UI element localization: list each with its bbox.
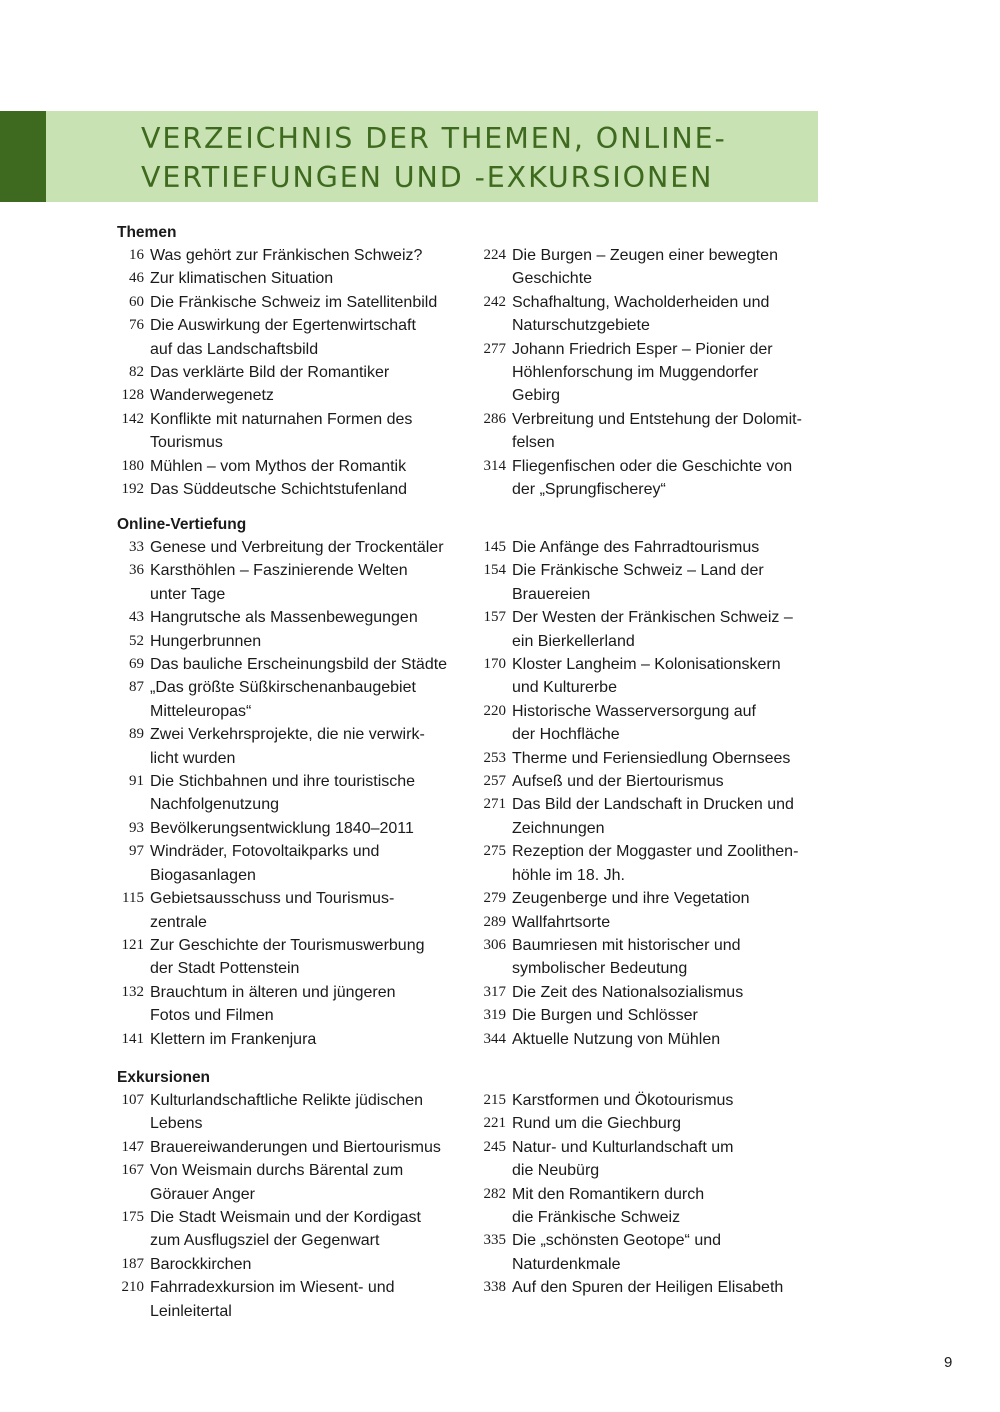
- section-heading: Themen: [117, 224, 177, 241]
- toc-entry[interactable]: [117, 361, 477, 384]
- toc-entry-line: Fliegenfischen oder die Geschichte von: [512, 457, 793, 475]
- toc-entry[interactable]: [477, 1183, 822, 1230]
- toc-page-number: 97: [129, 843, 144, 860]
- toc-entry-title: [150, 1136, 477, 1159]
- toc-entry[interactable]: [477, 700, 822, 747]
- toc-entry[interactable]: [117, 1089, 477, 1136]
- toc-entry-title: [150, 267, 477, 290]
- toc-page-number: 338: [483, 1279, 506, 1296]
- toc-page-number: 210: [121, 1279, 144, 1296]
- toc-entry-line: Das verklärte Bild der Romantiker: [150, 364, 390, 382]
- toc-entry-line: unter Tage: [150, 585, 226, 603]
- toc-entry-line: Gebirg: [512, 387, 561, 405]
- toc-entry[interactable]: [477, 887, 822, 910]
- toc-entry[interactable]: [477, 770, 822, 793]
- toc-entry-line: Die Fränkische Schweiz – Land der: [512, 562, 764, 580]
- toc-column-right: [477, 1089, 822, 1323]
- toc-entry-line: Schafhaltung, Wacholderheiden und: [512, 293, 770, 311]
- toc-entry-line: Zur Geschichte der Tourismuswerbung: [150, 936, 425, 954]
- toc-page-number: 60: [129, 293, 144, 310]
- toc-entry-line: Konflikte mit naturnahen Formen des: [150, 410, 413, 428]
- toc-entry-title: [150, 840, 477, 887]
- toc-entry-line: die Fränkische Schweiz: [512, 1209, 681, 1227]
- toc-entry-title: [150, 1206, 477, 1253]
- toc-entry[interactable]: [477, 1089, 822, 1112]
- toc-entry-title: [512, 606, 822, 653]
- toc-entry-line: Naturschutzgebiete: [512, 317, 650, 335]
- toc-entry-line: Therme und Feriensiedlung Obernsees: [512, 749, 791, 767]
- toc-entry-line: Naturdenkmale: [512, 1255, 621, 1273]
- toc-page-number: 175: [121, 1209, 144, 1226]
- page-title-line: VERTIEFUNGEN UND -EXKURSIONEN: [141, 161, 714, 194]
- toc-entry-line: die Neubürg: [512, 1162, 600, 1180]
- toc-entry-line: Biogasanlagen: [150, 866, 256, 884]
- toc-entry-title: [150, 630, 477, 653]
- toc-entry-line: Lebens: [150, 1115, 203, 1133]
- toc-entry-title: [512, 981, 822, 1004]
- toc-entry-line: der Hochfläche: [512, 726, 620, 744]
- toc-entry-title: [512, 934, 822, 981]
- toc-entry[interactable]: [117, 244, 477, 267]
- toc-entry-title: [512, 793, 822, 840]
- toc-entry[interactable]: [117, 934, 477, 981]
- toc-entry-line: licht wurden: [150, 749, 236, 767]
- toc-entry-line: Hungerbrunnen: [150, 632, 262, 650]
- toc-entry-title: [512, 244, 822, 291]
- toc-entry-line: Baumriesen mit historischer und: [512, 936, 741, 954]
- toc-page-number: 221: [483, 1115, 506, 1132]
- toc-column-left: [117, 1089, 477, 1323]
- toc-entry[interactable]: [477, 244, 822, 291]
- toc-column-left: [117, 536, 477, 1051]
- toc-entry-line: Bevölkerungsentwicklung 1840–2011: [150, 819, 414, 837]
- toc-entry-line: Fahrradexkursion im Wiesent- und: [150, 1279, 395, 1297]
- toc-page-number: 170: [483, 656, 506, 673]
- toc-entry-title: [150, 559, 477, 606]
- toc-entry-line: Wanderwegenetz: [150, 387, 274, 405]
- toc-entry-line: Was gehört zur Fränkischen Schweiz?: [150, 247, 423, 264]
- toc-entry-title: [512, 408, 822, 455]
- header-accent-bar: [0, 111, 46, 202]
- toc-page-number: 115: [122, 890, 144, 907]
- toc-entry[interactable]: [117, 840, 477, 887]
- toc-entry-title: [512, 1136, 822, 1183]
- toc-page-number: 107: [121, 1092, 144, 1108]
- toc-entry-line: Historische Wasserversorgung auf: [512, 702, 756, 720]
- toc-entry[interactable]: [117, 455, 477, 478]
- toc-page-number: 224: [483, 247, 506, 263]
- toc-entry-line: Klettern im Frankenjura: [150, 1030, 317, 1048]
- toc-entry[interactable]: [117, 559, 477, 606]
- toc-entry-line: Karstformen und Ökotourismus: [512, 1092, 734, 1109]
- toc-entry-line: Der Westen der Fränkischen Schweiz –: [512, 609, 793, 627]
- toc-page-number: 220: [483, 702, 506, 719]
- toc-entry-line: Brauereien: [512, 585, 591, 603]
- toc-entry-line: Die Anfänge des Fahrradtourismus: [512, 539, 760, 556]
- toc-entry-title: [512, 747, 822, 770]
- toc-entry-line: Brauchtum in älteren und jüngeren: [150, 983, 396, 1001]
- toc-entry-line: Tourismus: [150, 434, 223, 452]
- toc-page-number: 46: [129, 270, 144, 287]
- toc-entry[interactable]: [477, 911, 822, 934]
- toc-entry-title: [512, 455, 822, 502]
- toc-entry-line: Johann Friedrich Esper – Pionier der: [512, 340, 773, 358]
- toc-entry-title: [512, 1089, 822, 1112]
- toc-entry-line: Die Zeit des Nationalsozialismus: [512, 983, 744, 1001]
- toc-entry-line: zum Ausflugsziel der Gegenwart: [150, 1232, 380, 1250]
- toc-entry[interactable]: [477, 1276, 822, 1299]
- toc-entry[interactable]: [117, 630, 477, 653]
- toc-entry-line: Die Auswirkung der Egertenwirtschaft: [150, 317, 416, 335]
- toc-page-number: 121: [121, 936, 144, 953]
- toc-section: [117, 514, 837, 1051]
- toc-entry-title: [150, 934, 477, 981]
- toc-entry[interactable]: [117, 1136, 477, 1159]
- toc-page-number: 141: [121, 1030, 144, 1047]
- toc-entry-line: Mitteleuropas“: [150, 702, 252, 720]
- toc-entry-title: [512, 1229, 822, 1276]
- toc-entry-title: [512, 1276, 822, 1299]
- toc-page-number: 314: [483, 457, 506, 474]
- toc-entry[interactable]: [117, 536, 477, 559]
- toc-entry-line: Wallfahrtsorte: [512, 913, 611, 931]
- toc-column-left: [117, 244, 477, 501]
- toc-entry-title: [150, 653, 477, 676]
- toc-page-number: 87: [129, 679, 144, 696]
- toc-page-number: 180: [121, 457, 144, 474]
- toc-page-number: 43: [129, 609, 144, 626]
- toc-entry-title: [150, 291, 477, 314]
- toc-page-number: 91: [129, 773, 144, 790]
- toc-entry[interactable]: [117, 1276, 477, 1323]
- toc-entry-title: [512, 1004, 822, 1027]
- toc-page-number: 279: [483, 890, 506, 907]
- toc-entry-line: „Das größte Süßkirschenanbaugebiet: [150, 679, 416, 697]
- toc-page-number: 93: [129, 819, 144, 836]
- toc-entry-title: [150, 676, 477, 723]
- toc-page-number: 319: [483, 1007, 506, 1024]
- toc-page-number: 282: [483, 1185, 506, 1202]
- toc-entry-line: Die Burgen und Schlösser: [512, 1007, 698, 1025]
- toc-entry-line: Mit den Romantikern durch: [512, 1185, 705, 1203]
- toc-entry[interactable]: [117, 1159, 477, 1206]
- toc-entry[interactable]: [477, 934, 822, 981]
- toc-entry-title: [150, 1276, 477, 1323]
- toc-entry[interactable]: [117, 1028, 477, 1051]
- toc-page-number: 33: [129, 539, 144, 555]
- toc-entry-line: ein Bierkellerland: [512, 632, 635, 650]
- toc-entry[interactable]: [117, 291, 477, 314]
- toc-entry-line: auf das Landschaftsbild: [150, 340, 319, 358]
- toc-entry[interactable]: [117, 653, 477, 676]
- toc-entry-title: [512, 559, 822, 606]
- toc-entry[interactable]: [117, 384, 477, 407]
- toc-entry-line: Rund um die Giechburg: [512, 1115, 681, 1133]
- toc-entry[interactable]: [477, 1112, 822, 1135]
- page-title-line: VERZEICHNIS DER THEMEN, ONLINE-: [141, 122, 727, 155]
- toc-section: [117, 222, 837, 501]
- toc-page-number: 52: [129, 632, 144, 649]
- section-heading: Online-Vertiefung: [117, 516, 247, 533]
- section-heading: Exkursionen: [117, 1069, 211, 1086]
- toc-entry-title: [150, 408, 477, 455]
- toc-entry[interactable]: [117, 817, 477, 840]
- toc-entry-line: Görauer Anger: [150, 1185, 255, 1203]
- toc-entry-line: Das Süddeutsche Schichtstufenland: [150, 481, 408, 499]
- toc-page-number: 89: [129, 726, 144, 743]
- toc-column-right: [477, 244, 822, 501]
- toc-entry[interactable]: [477, 747, 822, 770]
- toc-entry-title: [150, 361, 477, 384]
- toc-entry-line: Die Stichbahnen und ihre touristische: [150, 773, 416, 791]
- toc-entry-title: [150, 817, 477, 840]
- toc-entry-line: Kulturlandschaftliche Relikte jüdischen: [150, 1092, 424, 1109]
- toc-entry[interactable]: [477, 338, 822, 408]
- toc-section: [117, 1067, 837, 1323]
- toc-entry-line: Windräder, Fotovoltaikparks und: [150, 843, 380, 861]
- toc-entry-title: [512, 887, 822, 910]
- toc-page-number: 253: [483, 749, 506, 766]
- toc-page-number: 277: [483, 340, 506, 357]
- toc-page-number: 271: [483, 796, 506, 813]
- toc-entry[interactable]: [117, 267, 477, 290]
- toc-entry-line: Zwei Verkehrsprojekte, die nie verwirk-: [150, 726, 425, 744]
- toc-page-number: 167: [121, 1162, 144, 1179]
- toc-entry[interactable]: [117, 770, 477, 817]
- toc-entry-line: Zur klimatischen Situation: [150, 270, 334, 288]
- toc-entry-line: Karsthöhlen – Faszinierende Welten: [150, 562, 408, 580]
- toc-entry[interactable]: [477, 1004, 822, 1027]
- toc-entry-line: Die Stadt Weismain und der Kordigast: [150, 1209, 421, 1227]
- toc-entry-title: [150, 606, 477, 629]
- toc-entry[interactable]: [477, 1136, 822, 1183]
- toc-page-number: 16: [129, 247, 144, 263]
- toc-entry-line: Kloster Langheim – Kolonisationskern: [512, 656, 781, 674]
- toc-entry[interactable]: [117, 1206, 477, 1253]
- toc-entry-line: Das bauliche Erscheinungsbild der Städte: [150, 656, 448, 674]
- toc-entry-title: [512, 536, 822, 559]
- toc-page-number: 192: [121, 481, 144, 498]
- toc-entry-title: [150, 384, 477, 407]
- toc-entry[interactable]: [117, 981, 477, 1028]
- toc-entry[interactable]: [477, 840, 822, 887]
- toc-entry-line: Aufseß und der Biertourismus: [512, 773, 724, 791]
- toc-entry-line: zentrale: [150, 913, 207, 931]
- toc-entry-line: Verbreitung und Entstehung der Dolomit-: [512, 410, 802, 428]
- toc-page-number: 335: [483, 1232, 506, 1249]
- toc-entry[interactable]: [477, 1028, 822, 1051]
- toc-page-number: 132: [121, 983, 144, 1000]
- toc-entry[interactable]: [477, 455, 822, 502]
- toc-entry[interactable]: [477, 653, 822, 700]
- toc-page-number: 147: [121, 1138, 144, 1155]
- toc-page-number: 275: [483, 843, 506, 860]
- toc-entry-title: [512, 291, 822, 338]
- toc-entry-line: Barockkirchen: [150, 1255, 252, 1273]
- toc-entry-title: [512, 840, 822, 887]
- toc-page-number: 242: [483, 293, 506, 310]
- toc-entry-line: Geschichte: [512, 270, 593, 288]
- toc-entry-line: und Kulturerbe: [512, 679, 617, 697]
- toc-entry-title: [512, 700, 822, 747]
- toc-entry-title: [150, 314, 477, 361]
- toc-page-number: 69: [129, 656, 144, 673]
- toc-entry-title: [150, 1089, 477, 1136]
- toc-entry[interactable]: [477, 793, 822, 840]
- toc-entry-line: Auf den Spuren der Heiligen Elisabeth: [512, 1279, 784, 1297]
- toc-entry[interactable]: [117, 478, 477, 501]
- toc-page-number: 215: [483, 1092, 506, 1108]
- toc-page-number: 76: [129, 317, 144, 334]
- toc-entry[interactable]: [117, 314, 477, 361]
- toc-entry-title: [512, 338, 822, 408]
- toc-entry-line: Hangrutsche als Massenbewegungen: [150, 609, 418, 627]
- toc-entry[interactable]: [477, 536, 822, 559]
- toc-page-number: 286: [483, 410, 506, 427]
- toc-entry-title: [150, 887, 477, 934]
- toc-entry-line: Brauereiwanderungen und Biertourismus: [150, 1138, 441, 1156]
- toc-entry-line: Die Burgen – Zeugen einer bewegten: [512, 247, 778, 264]
- toc-page-number: 128: [121, 387, 144, 404]
- toc-entry-line: Höhlenforschung im Muggendorfer: [512, 364, 759, 382]
- toc-entry[interactable]: [117, 676, 477, 723]
- toc-entry-line: Die Fränkische Schweiz im Satellitenbild: [150, 293, 438, 311]
- toc-entry-line: Fotos und Filmen: [150, 1007, 274, 1025]
- toc-entry-title: [512, 653, 822, 700]
- toc-entry-title: [512, 1112, 822, 1135]
- toc-entry-title: [150, 1159, 477, 1206]
- toc-entry-line: Das Bild der Landschaft in Drucken und: [512, 796, 794, 814]
- toc-entry-title: [150, 455, 477, 478]
- toc-page-number: 82: [129, 364, 144, 381]
- toc-entry-title: [512, 1183, 822, 1230]
- toc-page-number: 36: [129, 562, 144, 579]
- page-number: 9: [944, 1354, 953, 1371]
- toc-page-number: 289: [483, 913, 506, 930]
- toc-entry[interactable]: [477, 559, 822, 606]
- toc-entry-line: symbolischer Bedeutung: [512, 960, 688, 978]
- toc-entry[interactable]: [117, 1253, 477, 1276]
- toc-entry-line: der „Sprungfischerey“: [512, 481, 666, 499]
- toc-entry-title: [512, 1028, 822, 1051]
- toc-entry-line: Zeichnungen: [512, 819, 605, 837]
- toc-entry-line: Zeugenberge und ihre Vegetation: [512, 890, 750, 908]
- toc-entry-title: [150, 1028, 477, 1051]
- toc-entry[interactable]: [477, 1229, 822, 1276]
- toc-entry[interactable]: [117, 887, 477, 934]
- toc-entry-line: der Stadt Pottenstein: [150, 960, 300, 978]
- toc-page-number: 317: [483, 983, 506, 1000]
- toc-page-number: 245: [483, 1138, 506, 1155]
- toc-page-number: 154: [483, 562, 506, 579]
- toc-entry-title: [150, 723, 477, 770]
- toc-entry[interactable]: [117, 606, 477, 629]
- toc-entry-title: [150, 244, 477, 267]
- toc-entry-line: höhle im 18. Jh.: [512, 866, 625, 884]
- toc-entry[interactable]: [477, 291, 822, 338]
- toc-entry-line: Leinleitertal: [150, 1302, 232, 1320]
- toc-page-number: 306: [483, 936, 506, 953]
- toc-entry-title: [150, 770, 477, 817]
- toc-entry-line: Gebietsausschuss und Tourismus-: [150, 890, 395, 908]
- toc-entry-title: [512, 911, 822, 934]
- toc-entry[interactable]: [477, 981, 822, 1004]
- toc-entry-line: Nachfolgenutzung: [150, 796, 279, 814]
- toc-entry-title: [150, 1253, 477, 1276]
- toc-entry-line: Genese und Verbreitung der Trockentäler: [150, 539, 444, 556]
- toc-page-number: 187: [121, 1255, 144, 1272]
- toc-entry-line: Die „schönsten Geotope“ und: [512, 1232, 722, 1250]
- toc-entry-line: Natur- und Kulturlandschaft um: [512, 1138, 734, 1156]
- toc-column-right: [477, 536, 822, 1051]
- toc-page-number: 142: [121, 410, 144, 427]
- toc-entry-line: Von Weismain durchs Bärental zum: [150, 1162, 404, 1180]
- toc-entry-line: Rezeption der Moggaster und Zoolithen-: [512, 843, 799, 861]
- toc-entry[interactable]: [117, 408, 477, 455]
- toc-page-number: 145: [483, 539, 506, 555]
- toc-page-number: 257: [483, 773, 506, 790]
- toc-entry[interactable]: [477, 408, 822, 455]
- toc-entry-title: [150, 536, 477, 559]
- toc-page-number: 157: [483, 609, 506, 626]
- toc-entry-line: Mühlen – vom Mythos der Romantik: [150, 457, 407, 475]
- toc-entry-line: felsen: [512, 434, 555, 452]
- toc-entry[interactable]: [117, 723, 477, 770]
- toc-page-number: 344: [483, 1030, 506, 1047]
- toc-entry-line: Aktuelle Nutzung von Mühlen: [512, 1030, 721, 1048]
- toc-entry-title: [512, 770, 822, 793]
- toc-entry-title: [150, 478, 477, 501]
- toc-entry[interactable]: [477, 606, 822, 653]
- toc-entry-title: [150, 981, 477, 1028]
- page-title: [141, 119, 727, 197]
